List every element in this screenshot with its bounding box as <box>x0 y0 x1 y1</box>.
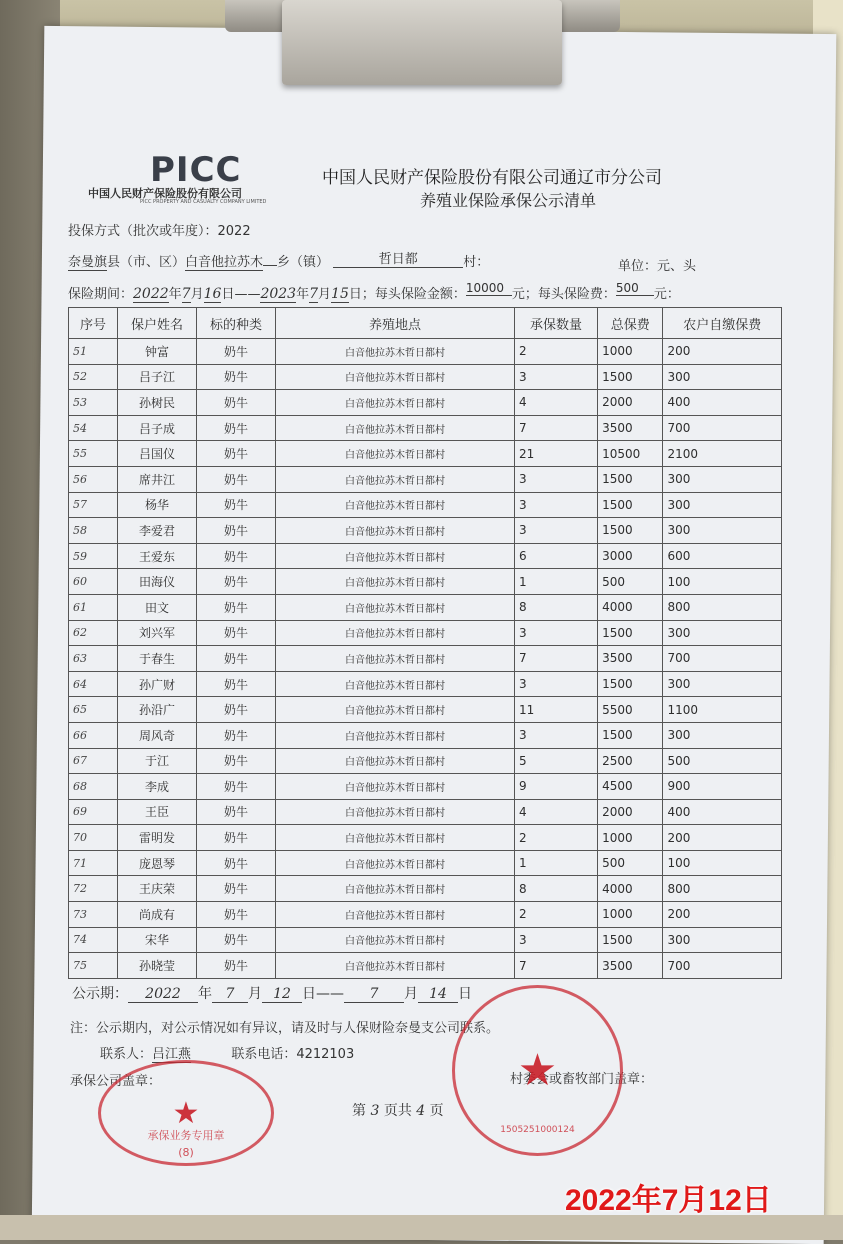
row-index: 58 <box>69 518 118 544</box>
row-quantity: 8 <box>515 594 598 620</box>
month-char: 月 <box>190 287 204 302</box>
row-name: 孙树民 <box>118 390 197 416</box>
table-row <box>69 671 782 697</box>
period-line <box>68 283 680 302</box>
row-name: 杨华 <box>118 492 197 518</box>
notice-start-day: 12 <box>262 986 302 1003</box>
row-name: 吕子成 <box>118 415 197 441</box>
row-place: 白音他拉苏木哲日都村 <box>276 902 515 928</box>
location-line <box>68 251 780 274</box>
row-kind: 奶牛 <box>197 518 276 544</box>
row-place: 白音他拉苏木哲日都村 <box>276 594 515 620</box>
row-quantity: 3 <box>515 466 598 492</box>
year-char: 年 <box>168 287 182 302</box>
row-quantity: 3 <box>515 927 598 953</box>
row-name: 于江 <box>118 748 197 774</box>
row-index: 64 <box>69 671 118 697</box>
period-label: 保险期间： <box>68 287 134 302</box>
contact-label: 联系人： <box>100 1047 153 1062</box>
row-name: 周风奇 <box>118 722 197 748</box>
month-char: 月 <box>248 986 262 1002</box>
header-quantity: 承保数量 <box>515 308 598 339</box>
township-label: 乡（镇） <box>277 255 330 270</box>
month-char: 月 <box>404 986 418 1002</box>
document-title: 中国人民财产保险股份有限公司通辽市分公司 <box>322 168 662 188</box>
row-quantity: 3 <box>515 671 598 697</box>
row-self-premium: 200 <box>663 825 782 851</box>
row-place: 白音他拉苏木哲日都村 <box>276 390 515 416</box>
row-index: 73 <box>69 902 118 928</box>
row-quantity: 5 <box>515 748 598 774</box>
row-quantity: 7 <box>515 646 598 672</box>
company-name-en: PICC PROPERTY AND CASUALTY COMPANY LIMITED <box>140 199 267 205</box>
seal-text: 承保业务专用章 <box>147 1129 225 1142</box>
table-row <box>69 415 782 441</box>
row-place: 白音他拉苏木哲日都村 <box>276 722 515 748</box>
row-kind: 奶牛 <box>197 799 276 825</box>
row-total-premium: 4000 <box>598 594 663 620</box>
table-row <box>69 364 782 390</box>
row-quantity: 2 <box>515 339 598 365</box>
row-total-premium: 5500 <box>598 697 663 723</box>
row-kind: 奶牛 <box>197 390 276 416</box>
table-row <box>69 441 782 467</box>
row-name: 尚成有 <box>118 902 197 928</box>
row-index: 53 <box>69 390 118 416</box>
row-self-premium: 500 <box>663 748 782 774</box>
row-self-premium: 600 <box>663 543 782 569</box>
row-quantity: 2 <box>515 902 598 928</box>
table-row <box>69 646 782 672</box>
row-index: 65 <box>69 697 118 723</box>
row-kind: 奶牛 <box>197 825 276 851</box>
contact-name: 吕江燕 <box>152 1047 192 1062</box>
row-name: 王臣 <box>118 799 197 825</box>
picc-logo: PICC <box>150 150 242 190</box>
notice-period-line <box>72 983 472 1003</box>
year-char: 年 <box>296 287 310 302</box>
row-quantity: 6 <box>515 543 598 569</box>
row-kind: 奶牛 <box>197 364 276 390</box>
table-row <box>69 569 782 595</box>
period-end-day: 15 <box>331 286 349 302</box>
banner-value: 奈曼旗 <box>68 255 108 270</box>
seal-star-icon: ★ <box>517 1045 558 1096</box>
row-total-premium: 4500 <box>598 774 663 800</box>
row-self-premium: 300 <box>663 722 782 748</box>
table-row <box>69 518 782 544</box>
row-kind: 奶牛 <box>197 697 276 723</box>
row-index: 72 <box>69 876 118 902</box>
row-name: 吕国仪 <box>118 441 197 467</box>
day-char: 日 <box>221 287 235 302</box>
row-quantity: 7 <box>515 953 598 979</box>
row-place: 白音他拉苏木哲日都村 <box>276 850 515 876</box>
row-quantity: 2 <box>515 825 598 851</box>
row-place: 白音他拉苏木哲日都村 <box>276 492 515 518</box>
row-place: 白音他拉苏木哲日都村 <box>276 953 515 979</box>
row-place: 白音他拉苏木哲日都村 <box>276 799 515 825</box>
row-name: 田文 <box>118 594 197 620</box>
day-char: 日 <box>302 986 316 1002</box>
row-name: 孙沿广 <box>118 697 197 723</box>
row-kind: 奶牛 <box>197 466 276 492</box>
row-name: 吕子江 <box>118 364 197 390</box>
table-row <box>69 748 782 774</box>
row-place: 白音他拉苏木哲日都村 <box>276 697 515 723</box>
row-self-premium: 100 <box>663 850 782 876</box>
row-self-premium: 300 <box>663 620 782 646</box>
row-index: 54 <box>69 415 118 441</box>
table-row <box>69 953 782 979</box>
contact-line <box>100 1043 354 1062</box>
seal-number: 1505251000124 <box>500 1125 575 1135</box>
row-quantity: 1 <box>515 569 598 595</box>
row-total-premium: 1500 <box>598 492 663 518</box>
mode-line <box>68 220 251 239</box>
village-seal-stamp <box>452 985 623 1156</box>
row-kind: 奶牛 <box>197 902 276 928</box>
row-total-premium: 1500 <box>598 927 663 953</box>
page-current: 3 <box>370 1103 380 1119</box>
row-total-premium: 4000 <box>598 876 663 902</box>
row-total-premium: 1500 <box>598 518 663 544</box>
row-kind: 奶牛 <box>197 569 276 595</box>
row-index: 69 <box>69 799 118 825</box>
seal-number: (8) <box>178 1146 194 1159</box>
notice-start-month: 7 <box>212 986 248 1003</box>
table-row <box>69 799 782 825</box>
row-total-premium: 1000 <box>598 339 663 365</box>
row-index: 59 <box>69 543 118 569</box>
table-row <box>69 339 782 365</box>
row-total-premium: 500 <box>598 569 663 595</box>
row-place: 白音他拉苏木哲日都村 <box>276 927 515 953</box>
row-self-premium: 700 <box>663 646 782 672</box>
row-self-premium: 300 <box>663 518 782 544</box>
day-char: 日 <box>458 986 472 1002</box>
row-place: 白音他拉苏木哲日都村 <box>276 620 515 646</box>
table-row <box>69 876 782 902</box>
seal-star-icon: ★ <box>172 1095 200 1131</box>
row-kind: 奶牛 <box>197 927 276 953</box>
period-end-year: 2023 <box>260 286 297 302</box>
row-self-premium: 300 <box>663 466 782 492</box>
period-end-month: 7 <box>309 286 319 302</box>
header-name: 保户姓名 <box>118 308 197 339</box>
row-index: 55 <box>69 441 118 467</box>
month-char: 月 <box>318 287 332 302</box>
row-self-premium: 300 <box>663 927 782 953</box>
row-quantity: 4 <box>515 799 598 825</box>
row-name: 庞恩琴 <box>118 850 197 876</box>
row-total-premium: 1000 <box>598 902 663 928</box>
row-total-premium: 1500 <box>598 722 663 748</box>
notice-year: 2022 <box>128 986 198 1003</box>
row-place: 白音他拉苏木哲日都村 <box>276 876 515 902</box>
row-index: 56 <box>69 466 118 492</box>
row-quantity: 3 <box>515 620 598 646</box>
notice-label: 公示期： <box>72 986 128 1002</box>
county-label: 县（市、区） <box>107 255 186 270</box>
row-total-premium: 3500 <box>598 415 663 441</box>
row-kind: 奶牛 <box>197 722 276 748</box>
notice-text: 注：公示期内，对公示情况如有异议，请及时与人保财险奈曼支公司联系。 <box>70 1021 500 1036</box>
header-kind: 标的种类 <box>197 308 276 339</box>
year-char: 年 <box>198 986 212 1002</box>
row-name: 刘兴军 <box>118 620 197 646</box>
row-quantity: 4 <box>515 390 598 416</box>
row-self-premium: 400 <box>663 799 782 825</box>
table-row <box>69 722 782 748</box>
insurance-table <box>68 307 782 979</box>
row-quantity: 3 <box>515 518 598 544</box>
row-total-premium: 3500 <box>598 953 663 979</box>
table-row <box>69 774 782 800</box>
notice-dash: —— <box>316 986 344 1002</box>
row-self-premium: 800 <box>663 594 782 620</box>
row-total-premium: 3500 <box>598 646 663 672</box>
row-kind: 奶牛 <box>197 492 276 518</box>
row-self-premium: 100 <box>663 569 782 595</box>
row-index: 62 <box>69 620 118 646</box>
row-total-premium: 1500 <box>598 620 663 646</box>
row-kind: 奶牛 <box>197 441 276 467</box>
mode-label: 投保方式（批次或年度）： <box>68 224 218 239</box>
table-row <box>69 697 782 723</box>
row-self-premium: 900 <box>663 774 782 800</box>
row-place: 白音他拉苏木哲日都村 <box>276 825 515 851</box>
clipboard-clip <box>282 0 562 85</box>
row-kind: 奶牛 <box>197 748 276 774</box>
table-row <box>69 543 782 569</box>
row-index: 66 <box>69 722 118 748</box>
row-place: 白音他拉苏木哲日都村 <box>276 466 515 492</box>
row-total-premium: 500 <box>598 850 663 876</box>
row-index: 52 <box>69 364 118 390</box>
row-self-premium: 300 <box>663 671 782 697</box>
row-place: 白音他拉苏木哲日都村 <box>276 646 515 672</box>
row-index: 67 <box>69 748 118 774</box>
row-quantity: 1 <box>515 850 598 876</box>
row-place: 白音他拉苏木哲日都村 <box>276 748 515 774</box>
row-place: 白音他拉苏木哲日都村 <box>276 339 515 365</box>
row-place: 白音他拉苏木哲日都村 <box>276 364 515 390</box>
row-name: 李爱君 <box>118 518 197 544</box>
row-index: 70 <box>69 825 118 851</box>
village-value: 哲日都 <box>333 248 463 268</box>
page-total: 4 <box>416 1103 426 1119</box>
date-watermark: 2022年7月12日 <box>565 1184 772 1217</box>
row-name: 孙晓莹 <box>118 953 197 979</box>
row-quantity: 21 <box>515 441 598 467</box>
row-total-premium: 1000 <box>598 825 663 851</box>
table-row <box>69 902 782 928</box>
row-name: 钟富 <box>118 339 197 365</box>
header-index: 序号 <box>69 308 118 339</box>
table-row <box>69 466 782 492</box>
row-quantity: 8 <box>515 876 598 902</box>
row-index: 71 <box>69 850 118 876</box>
unit-label: 单位：元、头 <box>618 259 697 274</box>
row-name: 于春生 <box>118 646 197 672</box>
row-name: 席井江 <box>118 466 197 492</box>
row-self-premium: 300 <box>663 492 782 518</box>
row-total-premium: 3000 <box>598 543 663 569</box>
phone-label: 联系电话： <box>231 1047 297 1062</box>
row-kind: 奶牛 <box>197 850 276 876</box>
insurer-seal-stamp <box>98 1060 274 1166</box>
row-self-premium: 200 <box>663 902 782 928</box>
row-kind: 奶牛 <box>197 774 276 800</box>
row-index: 68 <box>69 774 118 800</box>
table-row <box>69 825 782 851</box>
premium-label: 元；每头保险费： <box>511 287 616 302</box>
row-place: 白音他拉苏木哲日都村 <box>276 415 515 441</box>
village-seal-label: 村委会或畜牧部门盖章： <box>510 1072 654 1087</box>
township-value: 白音他拉苏木 <box>185 255 264 270</box>
row-quantity: 3 <box>515 722 598 748</box>
row-self-premium: 400 <box>663 390 782 416</box>
row-total-premium: 1500 <box>598 364 663 390</box>
period-start-year: 2022 <box>133 286 169 302</box>
row-kind: 奶牛 <box>197 594 276 620</box>
table-body <box>69 339 782 979</box>
row-index: 51 <box>69 339 118 365</box>
row-kind: 奶牛 <box>197 339 276 365</box>
row-index: 60 <box>69 569 118 595</box>
table-header-row <box>69 308 782 339</box>
row-name: 雷明发 <box>118 825 197 851</box>
row-total-premium: 10500 <box>598 441 663 467</box>
page-suffix: 页 <box>429 1103 444 1119</box>
row-self-premium: 700 <box>663 415 782 441</box>
village-label: 村： <box>463 255 490 270</box>
notice-end-month: 7 <box>344 986 404 1003</box>
row-self-premium: 2100 <box>663 441 782 467</box>
row-name: 李成 <box>118 774 197 800</box>
header-total-premium: 总保费 <box>598 308 663 339</box>
page-prefix: 第 <box>352 1103 366 1119</box>
row-kind: 奶牛 <box>197 620 276 646</box>
header-place: 养殖地点 <box>276 308 515 339</box>
row-kind: 奶牛 <box>197 646 276 672</box>
table-row <box>69 620 782 646</box>
phone-value: 4212103 <box>296 1047 355 1062</box>
row-name: 王爱东 <box>118 543 197 569</box>
row-index: 74 <box>69 927 118 953</box>
row-kind: 奶牛 <box>197 671 276 697</box>
row-quantity: 3 <box>515 492 598 518</box>
mode-value: 2022 <box>217 224 251 239</box>
row-total-premium: 1500 <box>598 466 663 492</box>
row-index: 57 <box>69 492 118 518</box>
sum-insured-label: 日；每头保险金额： <box>348 287 466 302</box>
row-name: 王庆荣 <box>118 876 197 902</box>
row-name: 田海仪 <box>118 569 197 595</box>
insurer-seal-label: 承保公司盖章： <box>70 1074 162 1089</box>
row-quantity: 7 <box>515 415 598 441</box>
row-kind: 奶牛 <box>197 415 276 441</box>
page-indicator <box>352 1100 444 1120</box>
notice-end-day: 14 <box>418 986 458 1003</box>
row-kind: 奶牛 <box>197 953 276 979</box>
row-self-premium: 200 <box>663 339 782 365</box>
company-name-cn: 中国人民财产保险股份有限公司 <box>88 187 242 200</box>
row-name: 孙广财 <box>118 671 197 697</box>
page-mid: 页共 <box>383 1103 412 1119</box>
premium-value: 500 <box>616 281 654 296</box>
period-dash: —— <box>234 287 261 302</box>
row-place: 白音他拉苏木哲日都村 <box>276 543 515 569</box>
table-row <box>69 850 782 876</box>
row-self-premium: 700 <box>663 953 782 979</box>
table-row <box>69 492 782 518</box>
row-total-premium: 2000 <box>598 390 663 416</box>
table-row <box>69 390 782 416</box>
row-total-premium: 1500 <box>598 671 663 697</box>
row-self-premium: 800 <box>663 876 782 902</box>
row-place: 白音他拉苏木哲日都村 <box>276 518 515 544</box>
row-place: 白音他拉苏木哲日都村 <box>276 569 515 595</box>
row-place: 白音他拉苏木哲日都村 <box>276 774 515 800</box>
row-quantity: 11 <box>515 697 598 723</box>
sum-insured-value: 10000 <box>466 281 512 296</box>
table-row <box>69 594 782 620</box>
row-kind: 奶牛 <box>197 876 276 902</box>
row-place: 白音他拉苏木哲日都村 <box>276 441 515 467</box>
row-place: 白音他拉苏木哲日都村 <box>276 671 515 697</box>
yuan-label: 元： <box>653 287 680 302</box>
header-self-premium: 农户自缴保费 <box>663 308 782 339</box>
row-kind: 奶牛 <box>197 543 276 569</box>
row-total-premium: 2500 <box>598 748 663 774</box>
row-index: 75 <box>69 953 118 979</box>
period-start-month: 7 <box>181 286 191 302</box>
document-subtitle: 养殖业保险承保公示清单 <box>420 191 597 210</box>
row-self-premium: 300 <box>663 364 782 390</box>
table-row <box>69 927 782 953</box>
row-total-premium: 2000 <box>598 799 663 825</box>
row-index: 61 <box>69 594 118 620</box>
row-self-premium: 1100 <box>663 697 782 723</box>
row-name: 宋华 <box>118 927 197 953</box>
period-start-day: 16 <box>203 286 222 302</box>
row-quantity: 9 <box>515 774 598 800</box>
row-index: 63 <box>69 646 118 672</box>
row-quantity: 3 <box>515 364 598 390</box>
